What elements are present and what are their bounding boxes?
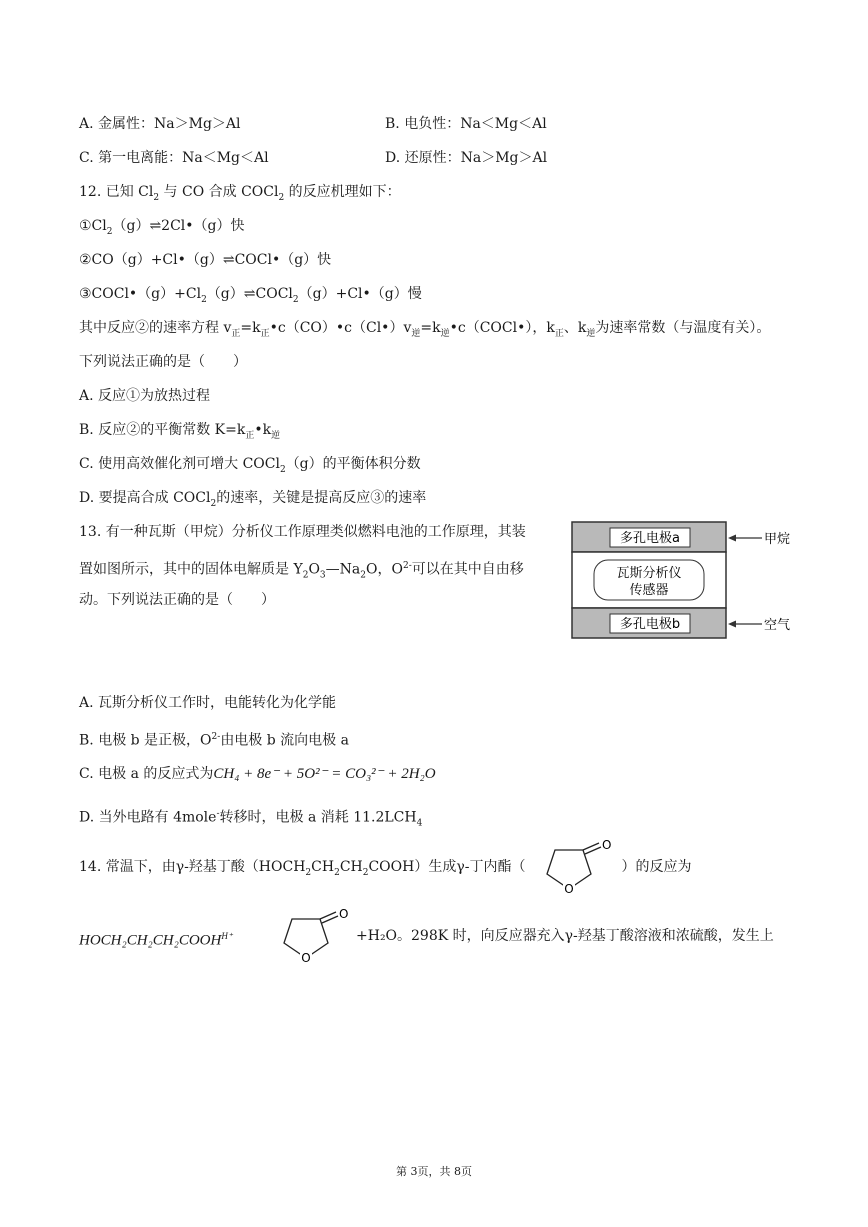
q11-option-c: C. 第一电离能：Na＜Mg＜Al <box>79 150 269 166</box>
gas-analyzer-diagram <box>570 520 800 642</box>
sensor-label-line1: 瓦斯分析仪 <box>616 566 682 581</box>
q11-option-b: B. 电负性：Na＜Mg＜Al <box>385 116 547 132</box>
q12-reaction-2: ②CO（g）+Cl•（g）⇌COCl•（g）快 <box>79 252 332 268</box>
q12-rate-equation: 其中反应②的速率方程 $v_正=k_正•c(CO)•c(Cl•)v_逆=k_逆•c(COCl•)$，$k_正$、$k_逆$为速率常数（与温度有关）。 <box>79 320 771 339</box>
electrode-a-equation: CH₄ + 8e⁻ + 5O²⁻ = CO₃²⁻ + 2H₂O <box>213 766 436 782</box>
q13-option-d: D. 当外电路有 4mole-转移时，电极 a 消耗 $11.2LCH_4$ <box>79 809 423 829</box>
q12-reaction-1: $①Cl_2(g)\rightleftharpoons 2Cl•(g)$快 <box>79 218 245 237</box>
methane-label: 甲烷 <box>764 532 791 547</box>
carbonyl-oxygen: O <box>339 907 349 921</box>
carbonyl-oxygen: O <box>602 838 612 852</box>
q12-option-b: B. 反应②的平衡常数 $K=k_正•k_逆$ <box>79 422 281 441</box>
q11-option-d: D. 还原性：Na＞Mg＞Al <box>385 150 548 166</box>
air-arrowhead <box>728 621 736 628</box>
q12-option-a: A. 反应①为放热过程 <box>79 388 211 404</box>
methane-arrowhead <box>728 535 736 542</box>
electrode-a-label: 多孔电极a <box>620 531 680 546</box>
q11-option-a: A. 金属性：Na＞Mg＞Al <box>79 116 241 132</box>
sensor-label-line2: 传感器 <box>629 583 669 598</box>
q13-stem-line2: 置如图所示，其中的固体电解质是 $Y_2O_3—Na_2O$，$O^{2-}$可以在其中自由移 <box>79 561 524 581</box>
q14-stem-line1: 14. 常温下，由γ-羟基丁酸$(HOCH_2CH_2CH_2COOH)$生成γ-丁内酯（ ）的反应为 <box>79 859 692 878</box>
q13-option-a: A. 瓦斯分析仪工作时，电能转化为化学能 <box>79 695 337 711</box>
air-label: 空气 <box>764 618 791 633</box>
q14-stem-line2: +H₂O。298K 时，向反应器充入γ-羟基丁酸溶液和浓硫酸，发生上 <box>356 928 774 944</box>
q12-option-c: C. 使用高效催化剂可增大 COCl$_2$（g）的平衡体积分数 <box>79 456 421 475</box>
ring-oxygen: O <box>564 882 574 894</box>
q12-reaction-3: $③COCl•(g)+Cl_2(g)\rightleftharpoons COCl_2(g)+Cl•(g)$慢 <box>79 286 422 305</box>
q13-stem-line1: 13. 有一种瓦斯（甲烷）分析仪工作原理类似燃料电池的工作原理，其装 <box>79 524 526 540</box>
q12-stem: 12. 已知 $Cl_2$ 与 CO 合成 COCl$_2$ 的反应机理如下： <box>79 184 401 203</box>
q14-equation-left: $HOCH_2CH_2CH_2COOH^{H^+}$ <box>79 931 233 949</box>
q13-option-c: C. 电极 a 的反应式为CH₄ + 8e⁻ + 5O²⁻ = CO₃²⁻ + 2H₂O <box>79 766 436 782</box>
q13-option-b: B. 电极 b 是正极，$O^{2-}$由电极 b 流向电极 a <box>79 732 349 749</box>
ring-oxygen: O <box>301 951 311 963</box>
electrode-b-label: 多孔电极b <box>619 617 681 632</box>
butyrolactone-structure-2 <box>262 905 358 963</box>
page-footer: 第 3页，共 8页 <box>396 1165 472 1178</box>
q13-stem-line3: 动。下列说法正确的是（ ） <box>79 592 275 608</box>
butyrolactone-structure-1 <box>525 838 621 894</box>
q12-option-d: D. 要提高合成 COCl$_2$的速率，关键是提高反应③的速率 <box>79 490 427 509</box>
q12-question: 下列说法正确的是（ ） <box>79 354 247 370</box>
